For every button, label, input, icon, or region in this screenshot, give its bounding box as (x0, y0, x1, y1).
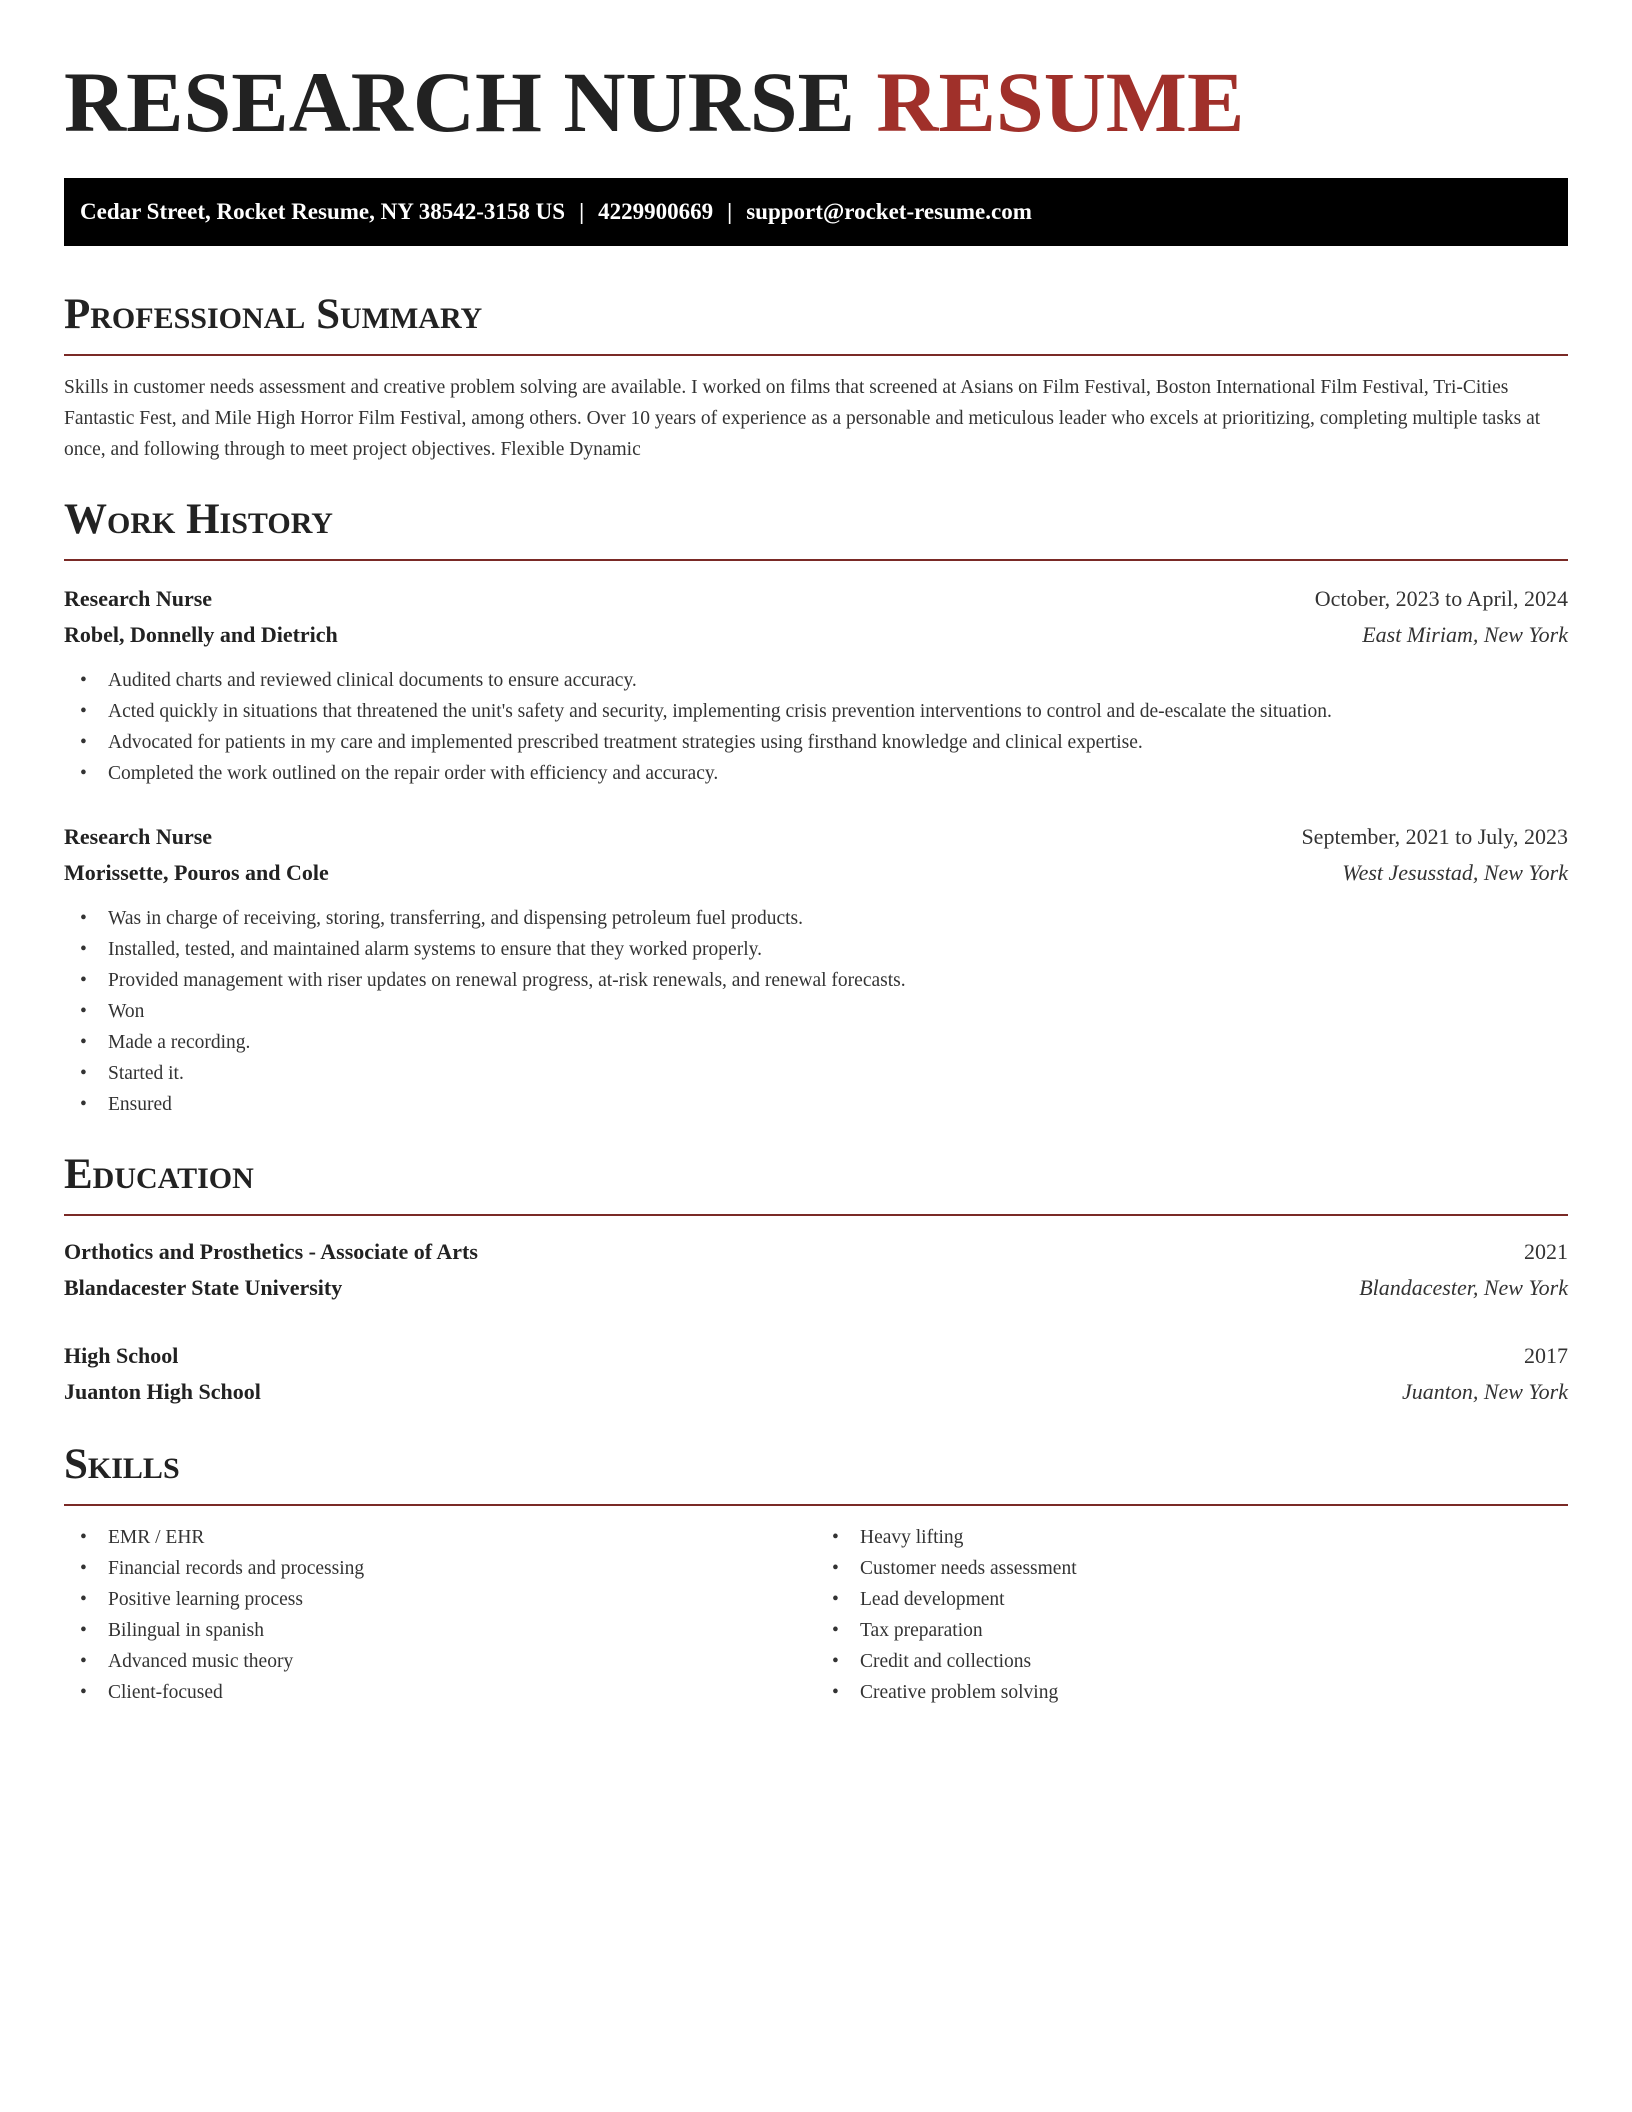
list-item: • Audited charts and reviewed clinical documents to ensure accuracy. (64, 665, 1568, 696)
job-location: East Miriam, New York (1362, 622, 1568, 647)
list-item: • Was in charge of receiving, storing, transferring, and dispensing petroleum fuel products. (64, 903, 1568, 934)
contact-email[interactable]: support@rocket-resume.com (746, 199, 1032, 224)
skill-item: • EMR / EHR (64, 1522, 816, 1553)
job-title: Research Nurse (64, 586, 213, 611)
job-dates: September, 2021 to July, 2023 (1301, 824, 1568, 849)
section-heading-work: Work History (64, 495, 1568, 561)
education-entry (64, 1234, 1568, 1306)
education-location: Juanton, New York (1401, 1379, 1568, 1404)
list-item: • Made a recording. (64, 1027, 1568, 1058)
job-company-row (64, 855, 1568, 891)
education-year: 2017 (1524, 1343, 1568, 1368)
work-history-section (64, 495, 1568, 1120)
skills-list-right (816, 1522, 1568, 1708)
education-school: Blandacester State University (64, 1275, 343, 1300)
skill-item: • Advanced music theory (64, 1646, 816, 1677)
job-company-row (64, 617, 1568, 653)
skills-list-left (64, 1522, 816, 1708)
education-school-row (64, 1374, 1568, 1410)
section-heading-education: Education (64, 1150, 1568, 1216)
job-company: Robel, Donnelly and Dietrich (64, 622, 338, 647)
job-company: Morissette, Pouros and Cole (64, 860, 329, 885)
job-header-row (64, 819, 1568, 855)
education-degree-row (64, 1338, 1568, 1374)
education-section (64, 1150, 1568, 1410)
education-degree-row (64, 1234, 1568, 1270)
section-heading-summary: Professional Summary (64, 290, 1568, 356)
job-dates: October, 2023 to April, 2024 (1314, 586, 1568, 611)
list-item: • Completed the work outlined on the repair order with efficiency and accuracy. (64, 758, 1568, 789)
skill-item: • Customer needs assessment (816, 1553, 1568, 1584)
education-degree: High School (64, 1343, 179, 1368)
job-header-row (64, 581, 1568, 617)
contact-phone: 4229900669 (598, 199, 714, 224)
skill-item: • Financial records and processing (64, 1553, 816, 1584)
list-item: • Ensured (64, 1089, 1568, 1120)
resume-title (64, 52, 1568, 152)
skill-item: • Tax preparation (816, 1615, 1568, 1646)
skill-item: • Client-focused (64, 1677, 816, 1708)
contact-address: Cedar Street, Rocket Resume, NY 38542-3158 US (80, 199, 566, 224)
education-degree: Orthotics and Prosthetics - Associate of Arts (64, 1239, 478, 1264)
education-school-row (64, 1270, 1568, 1306)
education-location: Blandacester, New York (1359, 1275, 1568, 1300)
contact-separator: | (579, 199, 585, 224)
skill-item: • Creative problem solving (816, 1677, 1568, 1708)
list-item: • Advocated for patients in my care and implemented prescribed treatment strategies using firsthand knowledge and clinical expertise. (64, 727, 1568, 758)
skills-section (64, 1440, 1568, 1708)
skill-item: • Bilingual in spanish (64, 1615, 816, 1646)
section-heading-skills: Skills (64, 1440, 1568, 1506)
skills-column-right (816, 1522, 1568, 1708)
list-item: • Won (64, 996, 1568, 1027)
professional-summary-section (64, 290, 1568, 465)
contact-separator: | (727, 199, 733, 224)
job-location: West Jesusstad, New York (1342, 860, 1568, 885)
list-item: • Started it. (64, 1058, 1568, 1089)
title-main: RESEARCH NURSE (64, 54, 855, 150)
skill-item: • Positive learning process (64, 1584, 816, 1615)
job-bullets (64, 903, 1568, 1120)
title-accent: RESUME (876, 54, 1245, 150)
job-bullets (64, 665, 1568, 789)
skills-column-left (64, 1522, 816, 1708)
list-item: • Provided management with riser updates on renewal progress, at-risk renewals, and renewal forecasts. (64, 965, 1568, 996)
summary-text: Skills in customer needs assessment and creative problem solving are available. I worked on films that screened at Asians on Film Festival, Boston International Film Festival, Tri-Cities Fantastic Fest, and Mile High Horror Film Festival, among others. Over 10 years of experience as a personable and meticulous leader who excels at prioritizing, completing multiple tasks at once, and following through to meet project objectives. Flexible Dynamic (64, 377, 1541, 460)
list-item: • Installed, tested, and maintained alarm systems to ensure that they worked properly. (64, 934, 1568, 965)
list-item: • Acted quickly in situations that threatened the unit's safety and security, implementing crisis prevention interventions to control and de-escalate the situation. (64, 696, 1568, 727)
skill-item: • Heavy lifting (816, 1522, 1568, 1553)
job-entry (64, 581, 1568, 789)
education-entry (64, 1338, 1568, 1410)
education-school: Juanton High School (64, 1379, 261, 1404)
job-title: Research Nurse (64, 824, 213, 849)
job-entry (64, 819, 1568, 1120)
skill-item: • Credit and collections (816, 1646, 1568, 1677)
contact-bar (64, 178, 1568, 246)
skills-columns (64, 1522, 1568, 1708)
education-year: 2021 (1524, 1239, 1568, 1264)
skill-item: • Lead development (816, 1584, 1568, 1615)
